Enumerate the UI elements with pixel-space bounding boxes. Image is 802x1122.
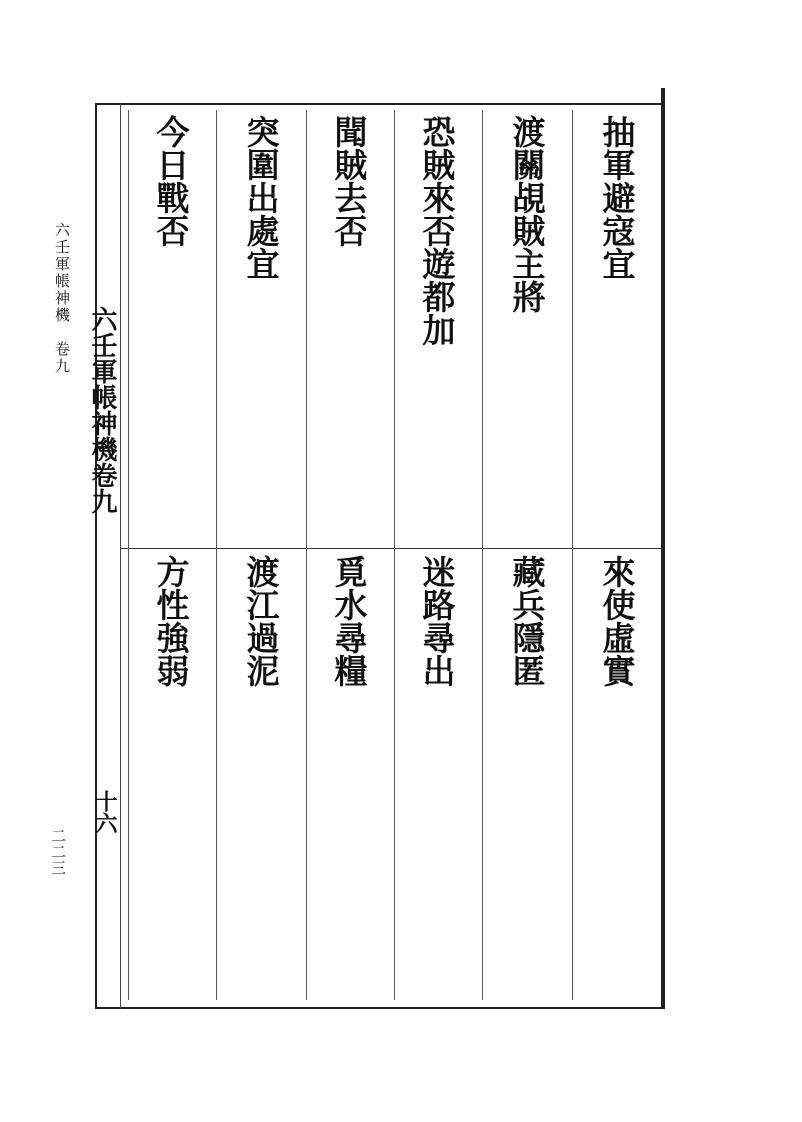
spine-leaf-number: 十六: [92, 790, 118, 834]
column-text: 渡關覘賊主將: [507, 115, 547, 313]
column-text: 今日戰否: [151, 115, 191, 247]
column-divider: [306, 110, 307, 1000]
column-text: 來使虛實: [597, 555, 637, 687]
column-text: 覓水尋糧: [329, 555, 369, 687]
column-text: 突圍出處宜: [241, 115, 281, 280]
column-3: [404, 115, 470, 1001]
column-6: [138, 115, 204, 1001]
column-text: 抽軍避寇宜: [597, 115, 637, 280]
column-divider: [572, 110, 573, 1000]
column-text: 渡江過泥: [241, 555, 281, 687]
column-1: [584, 115, 650, 1001]
side-page-number: 二二三: [49, 828, 67, 876]
column-text: 藏兵隱匿: [507, 555, 547, 687]
column-4: [316, 115, 382, 1001]
column-5: [228, 115, 294, 1001]
column-divider: [128, 110, 129, 1000]
column-text: 聞賊去否: [329, 115, 369, 247]
column-text: 方性強弱: [151, 555, 191, 687]
column-text: 迷路尋出: [417, 555, 457, 687]
column-divider: [394, 110, 395, 1000]
column-divider: [216, 110, 217, 1000]
spine-title: 六壬軍帳神機卷九: [87, 306, 117, 514]
column-text: 恐賊來否遊都加: [417, 115, 457, 346]
column-divider: [482, 110, 483, 1000]
column-2: [494, 115, 560, 1001]
page-gutter: [96, 103, 121, 1009]
side-title: 六壬軍帳神機 卷九: [53, 222, 71, 375]
